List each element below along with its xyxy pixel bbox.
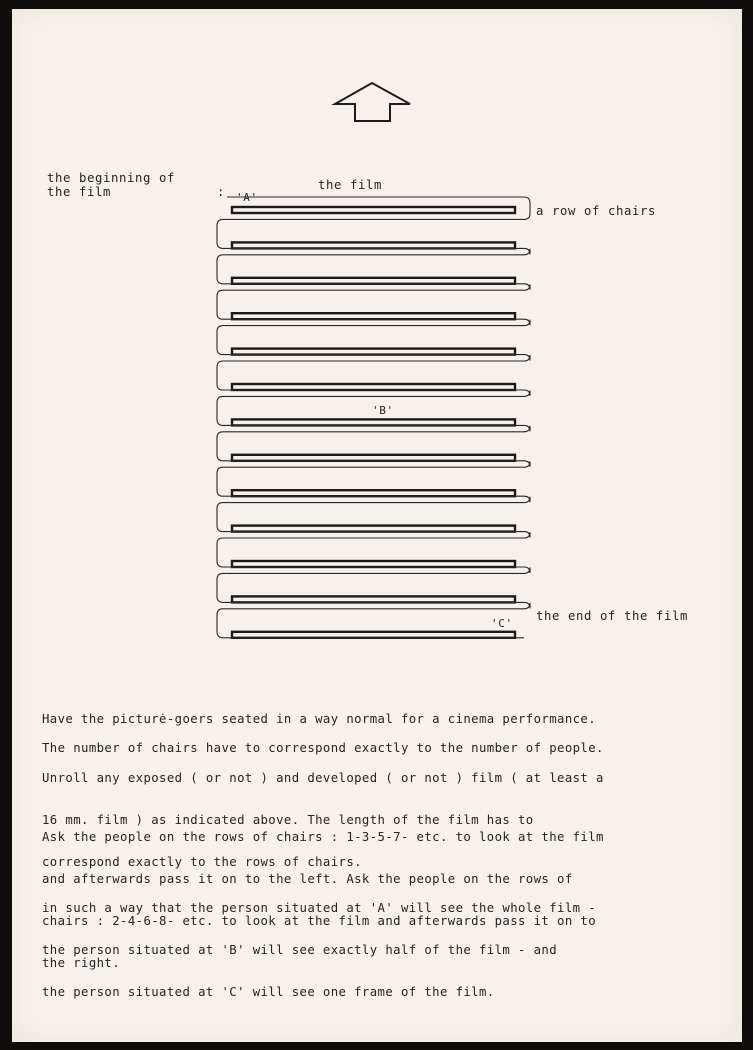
chair-row	[232, 561, 515, 567]
paragraph-result	[42, 873, 712, 1013]
marker-b: 'B'	[372, 404, 394, 417]
chair-row	[232, 278, 515, 284]
label-end-of-film: the end of the film	[536, 609, 689, 623]
film-strip-path	[217, 197, 530, 638]
paragraph-line: the person situated at 'B' will see exactly half of the film - and	[42, 943, 558, 957]
paragraph-line: correspond exactly to the rows of chairs.	[42, 855, 362, 869]
paragraph-line: Unroll any exposed ( or not ) and developed ( or not ) film ( at least a	[42, 771, 604, 785]
chair-row	[232, 349, 515, 355]
up-arrow-icon	[335, 83, 410, 121]
colon-mark: :	[217, 185, 226, 199]
paragraph-line: Ask the people on the rows of chairs : 1-3-5-7- etc. to look at the film	[42, 830, 604, 844]
chair-row	[232, 455, 515, 461]
chair-row	[232, 313, 515, 319]
chair-row	[232, 632, 515, 638]
chair-row	[232, 384, 515, 390]
label-the-film: the film	[318, 178, 383, 192]
label-row-of-chairs: a row of chairs	[536, 204, 657, 218]
chair-row	[232, 596, 515, 602]
paragraph-line: and afterwards pass it on to the left. Ask the people on the rows of	[42, 872, 573, 886]
label-beginning-line-2: the film	[47, 185, 112, 199]
chair-row	[232, 242, 515, 248]
paragraph-line: Have the picturė-goers seated in a way normal for a cinema performance.	[42, 712, 597, 726]
chair-row	[232, 526, 515, 532]
chair-row	[232, 207, 515, 213]
chair-row	[232, 419, 515, 425]
chair-row	[232, 490, 515, 496]
marker-c: 'C'	[491, 617, 513, 630]
paragraph-line: The number of chairs have to correspond exactly to the number of people.	[42, 741, 604, 755]
paragraph-line: the right.	[42, 956, 121, 970]
paragraph-line: chairs : 2-4-6-8- etc. to look at the film and afterwards pass it on to	[42, 914, 597, 928]
paragraph-line: the person situated at 'C' will see one frame of the film.	[42, 985, 495, 999]
paragraph-line: 16 mm. film ) as indicated above. The length of the film has to	[42, 813, 534, 827]
paragraph-line: in such a way that the person situated at 'A' will see the whole film -	[42, 901, 597, 915]
label-beginning-line-1: the beginning of	[47, 171, 176, 185]
marker-a: 'A'	[236, 191, 258, 204]
